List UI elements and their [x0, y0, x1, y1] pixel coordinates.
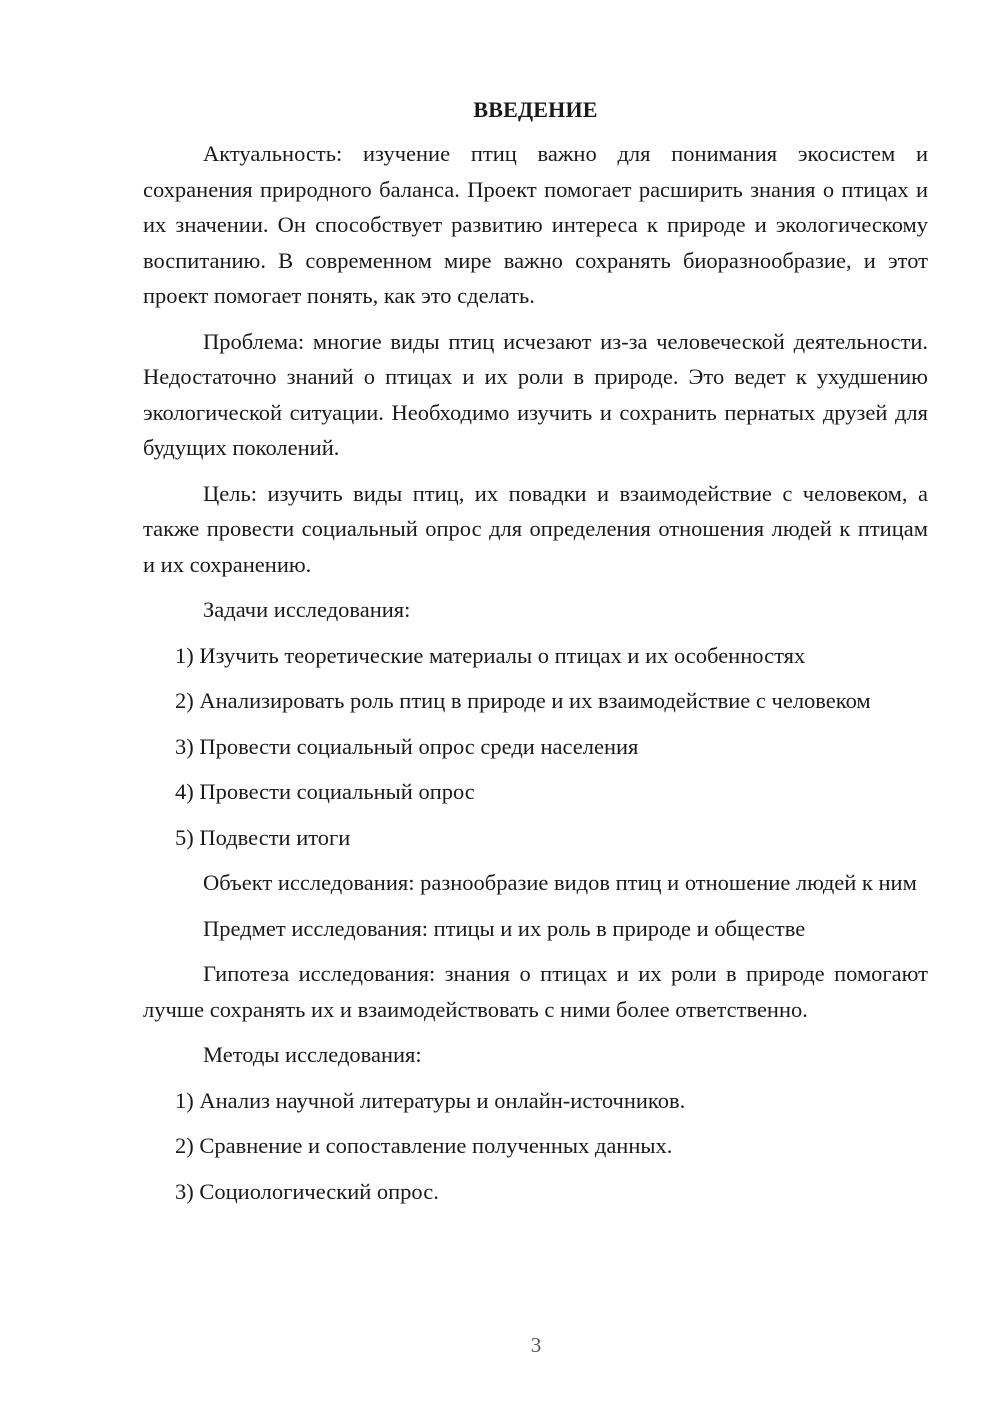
paragraph-hypothesis: Гипотеза исследования: знания о птицах и их роли в природе помогают лучше сохранять их и взаимодействовать с ними более ответственно. — [143, 961, 928, 1022]
method-item-1: 1) Анализ научной литературы и онлайн-источников. — [175, 1087, 686, 1113]
document-page — [143, 95, 928, 1219]
method-item-2: 2) Сравнение и сопоставление полученных данных. — [175, 1133, 673, 1158]
task-item-2: 2) Анализировать роль птиц в природе и их взаимодействие с человеком — [175, 688, 871, 713]
task-item-1: 1) Изучить теоретические материалы о птицах и их особенностях — [175, 642, 806, 668]
paragraph-relevance: Актуальность: изучение птиц важно для понимания экосистем и сохранения природного баланса. Проект помогает расширить знания о птицах и их значении. Он способствует развитию интереса к природе и экологическому воспитанию. В современном мире важно сохранять биоразнообразие, и этот проект помогает понять, как это сделать. — [143, 141, 928, 308]
paragraph-problem: Проблема: многие виды птиц исчезают из-за человеческой деятельности. Недостаточно знаний о птицах и их роли в природе. Это ведет к ухудшению экологической ситуации. Необходимо изучить и сохранить пернатых друзей для будущих поколений. — [143, 328, 928, 460]
page-number: 3 — [530, 1333, 542, 1357]
section-heading: ВВЕДЕНИЕ — [473, 97, 598, 122]
method-item-3: 3) Социологический опрос. — [175, 1178, 439, 1204]
paragraph-tasks-heading: Задачи исследования: — [203, 597, 411, 622]
paragraph-subject: Предмет исследования: птицы и их роль в природе и обществе — [203, 915, 806, 941]
paragraph-goal: Цель: изучить виды птиц, их повадки и взаимодействие с человеком, а также провести социальный опрос для определения отношения людей к птицам и их сохранению. — [143, 480, 928, 577]
task-item-3: 3) Провести социальный опрос среди населения — [175, 733, 639, 759]
task-item-5: 5) Подвести итоги — [175, 824, 351, 850]
task-item-4: 4) Провести социальный опрос — [175, 779, 475, 804]
paragraph-object: Объект исследования: разнообразие видов птиц и отношение людей к ним — [203, 870, 917, 895]
paragraph-methods-heading: Методы исследования: — [203, 1042, 422, 1067]
